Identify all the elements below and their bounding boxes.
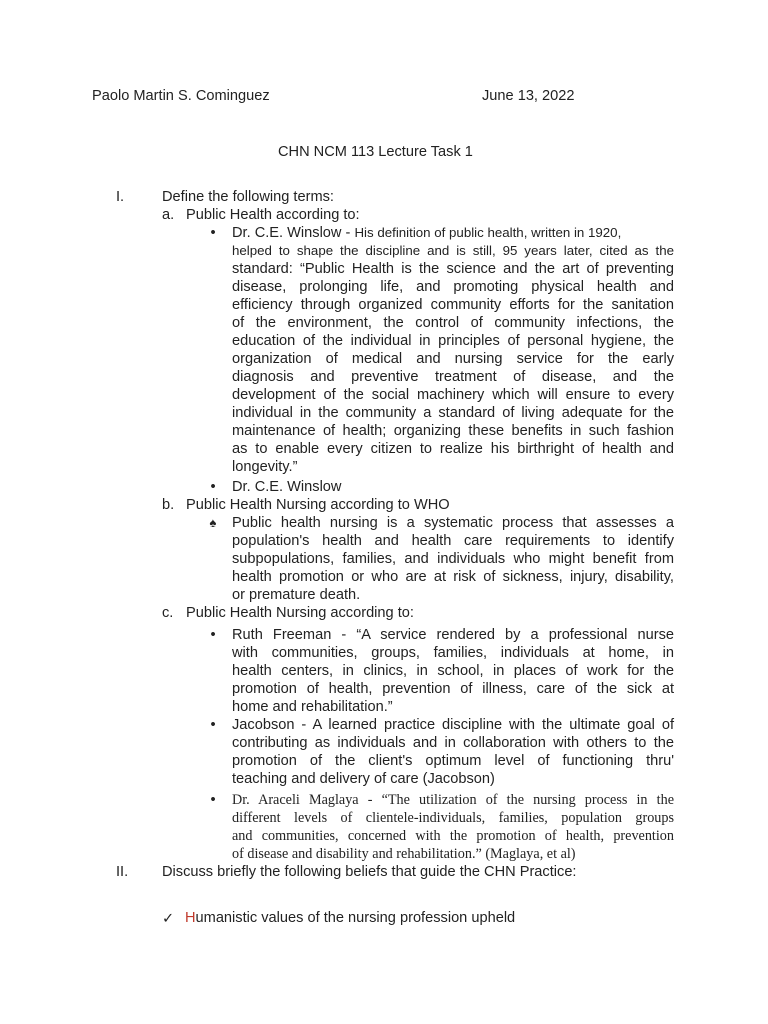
- item-a-label: Public Health according to:: [186, 207, 360, 223]
- highlighted-initial: H: [185, 910, 196, 926]
- item-b-marker: b.: [162, 497, 175, 513]
- item-c-label: Public Health Nursing according to:: [186, 605, 414, 621]
- item-b-label: Public Health Nursing according to WHO: [186, 497, 450, 513]
- bullet-icon: •: [210, 479, 216, 495]
- item-c-marker: c.: [162, 605, 174, 621]
- bullet-icon: •: [210, 225, 216, 241]
- bullet-icon: •: [210, 717, 216, 733]
- section-2-heading: Discuss briefly the following beliefs that guide the CHN Practice:: [162, 864, 577, 880]
- bullet-icon: •: [210, 792, 216, 808]
- section-1-heading: Define the following terms:: [162, 189, 334, 205]
- section-1-numeral: I.: [116, 189, 125, 205]
- document-date: June 13, 2022: [482, 88, 575, 104]
- winslow-name: Dr. C.E. Winslow -: [232, 225, 355, 241]
- bullet-icon: •: [210, 627, 216, 643]
- checkmark-icon: ✓: [162, 911, 175, 927]
- document-page: Paolo Martin S. Cominguez June 13, 2022 CHN NCM 113 Lecture Task 1 I. Define the following terms: a. Public Health according to: • Dr. C.E. Winslow - His definition of public health, written in 1920, helped to shape the discipline and is still, 95 years later, cited as the standard: “Public Health is the science and the art of preventing disease, prolonging life, and promoting physical health and efficiency through organized community efforts for the sanitation of the environment, the control of community infections, the education of the individual in principles of personal hygiene, the organization of medical and nursing service for the early diagnosis and preventive treatment of disease, and the development of the social machinery which will ensure to every individual in the community a standard of living adequate for the maintenance of health; organizing these benefits in such fashion as to enable every citizen to realize his birthright of health and longevity.” • Dr. C.E. Winslow b. Public Health Nursing according to WHO ♠ Public health nursing is a systematic process that assesses a population's health and health care requirements to identify subpopulations, families, and individuals who might benefit from health promotion or who are at risk of sickness, injury, disability, or premature death. c. Public Health Nursing according to: • Ruth Freeman - “A service rendered by a professional nurse with communities, groups, families, individuals at home, in health centers, in clinics, in school, in places of work for the promotion of health, prevention of illness, care of the sick at home and rehabilitation.” • Jacobson - A learned practice discipline with the ultimate goal of contributing as individuals and in collaboration with others to the promotion of the client's optimum level of functioning thru' teaching and delivery of care (Jacobson) • Dr. Araceli Maglaya - “The utilization of the nursing process in the different levels of clientele-individuals, families, population groups and communities, concerned with the promotion of health, prevention of disease and disability and rehabilitation.” (Maglaya, et al) II. Discuss briefly the following beliefs that guide the CHN Practice: ✓ Humanistic values of the nursing profession upheld: [92, 88, 674, 927]
- item-a-marker: a.: [162, 207, 175, 223]
- author-name: Paolo Martin S. Cominguez: [92, 88, 270, 104]
- document-title: CHN NCM 113 Lecture Task 1: [278, 144, 473, 160]
- winslow-second-item: Dr. C.E. Winslow: [232, 479, 342, 495]
- spade-icon: ♠: [209, 515, 217, 530]
- humanistic-values-item: Humanistic values of the nursing profession upheld: [185, 910, 516, 926]
- section-2-numeral: II.: [116, 864, 129, 880]
